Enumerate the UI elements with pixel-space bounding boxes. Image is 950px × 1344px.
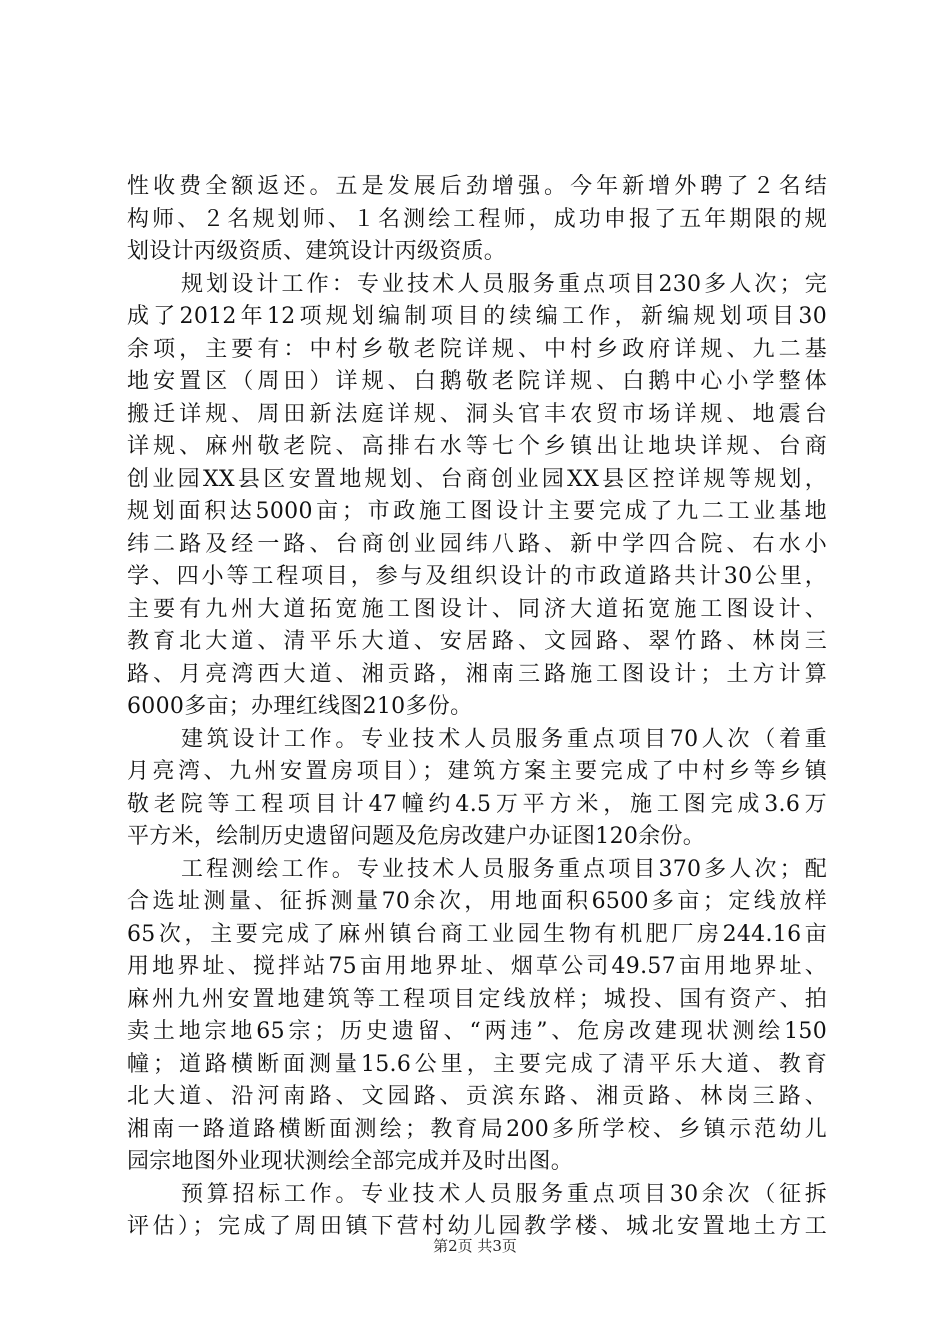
text-line: 详规、麻州敬老院、高排右水等七个乡镇出让地块详规、台商 (127, 434, 827, 459)
text-line: 合选址测量、征拆测量70余次，用地面积6500多亩；定线放样 (127, 889, 827, 914)
paragraph-heading-line: 工程测绘工作。专业技术人员服务重点项目370多人次；配 (181, 856, 827, 882)
text-line: 用地界址、搅拌站75亩用地界址、烟草公司49.57亩用地界址、 (127, 954, 827, 979)
text-line: 敬老院等工程项目计47幢约4.5万平方米，施工图完成3.6万 (127, 791, 827, 817)
text-line: 麻州九州安置地建筑等工程项目定线放样；城投、国有资产、拍 (127, 986, 827, 1012)
text-line: 地安置区（周田）详规、白鹅敬老院详规、白鹅中心小学整体 (127, 369, 827, 394)
text-line: 路、月亮湾西大道、湘贡路，湘南三路施工图设计；土方计算 (127, 661, 827, 687)
text-line: 主要有九州大道拓宽施工图设计、同济大道拓宽施工图设计、 (127, 596, 827, 622)
paragraph-heading-line: 规划设计工作：专业技术人员服务重点项目230多人次；完 (181, 271, 827, 297)
document-body (127, 171, 827, 1244)
text-line: 65次，主要完成了麻州镇台商工业园生物有机肥厂房244.16亩 (127, 921, 827, 947)
text-line: 成了2012年12项规划编制项目的续编工作，新编规划项目30 (127, 304, 827, 329)
text-line: 余项，主要有：中村乡敬老院详规、中村乡政府详规、九二基 (127, 336, 827, 362)
text-line: 纬二路及经一路、台商创业园纬八路、新中学四合院、右水小 (127, 531, 827, 557)
text-line: 创业园XX县区安置地规划、台商创业园XX县区控详规等规划， (127, 466, 827, 492)
text-line: 性收费全额返还。五是发展后劲增强。今年新增外聘了２名结 (127, 174, 827, 199)
text-line: 学、四小等工程项目，参与及组织设计的市政道路共计30公里， (127, 564, 827, 589)
text-line: 月亮湾、九州安置房项目）；建筑方案主要完成了中村乡等乡镇 (127, 759, 827, 784)
text-line: 评估）；完成了周田镇下营村幼儿园教学楼、城北安置地土方工 (127, 1214, 827, 1239)
text-line: 规划面积达5000亩；市政施工图设计主要完成了九二工业基地 (127, 499, 827, 524)
text-line: 划设计丙级资质、建筑设计丙级资质。 (127, 239, 507, 264)
text-line: 园宗地图外业现状测绘全部完成并及时出图。 (127, 1149, 574, 1174)
text-line: 卖土地宗地65宗；历史遗留、“两违”、危房改建现状测绘150 (127, 1019, 827, 1044)
text-line: 6000多亩；办理红线图210多份。 (127, 694, 473, 719)
text-line: 平方米，绘制历史遗留问题及危房改建户办证图120余份。 (127, 824, 706, 849)
text-line: 北大道、沿河南路、文园路、贡滨东路、湘贡路、林岗三路、 (127, 1084, 827, 1109)
text-line: 构师、２名规划师、１名测绘工程师，成功申报了五年期限的规 (127, 206, 827, 232)
paragraph-heading-line: 预算招标工作。专业技术人员服务重点项目30余次（征拆 (181, 1181, 827, 1207)
text-line: 湘南一路道路横断面测绘；教育局200多所学校、乡镇示范幼儿 (127, 1116, 827, 1142)
paragraph-heading-line: 建筑设计工作。专业技术人员服务重点项目70人次（着重 (181, 726, 827, 752)
page-number-footer: 第2页 共3页 (433, 1237, 517, 1255)
text-line: 教育北大道、清平乐大道、安居路、文园路、翠竹路、林岗三 (127, 629, 827, 654)
text-line: 幢；道路横断面测量15.6公里，主要完成了清平乐大道、教育 (127, 1051, 827, 1077)
text-line: 搬迁详规、周田新法庭详规、洞头官丰农贸市场详规、地震台 (127, 401, 827, 427)
